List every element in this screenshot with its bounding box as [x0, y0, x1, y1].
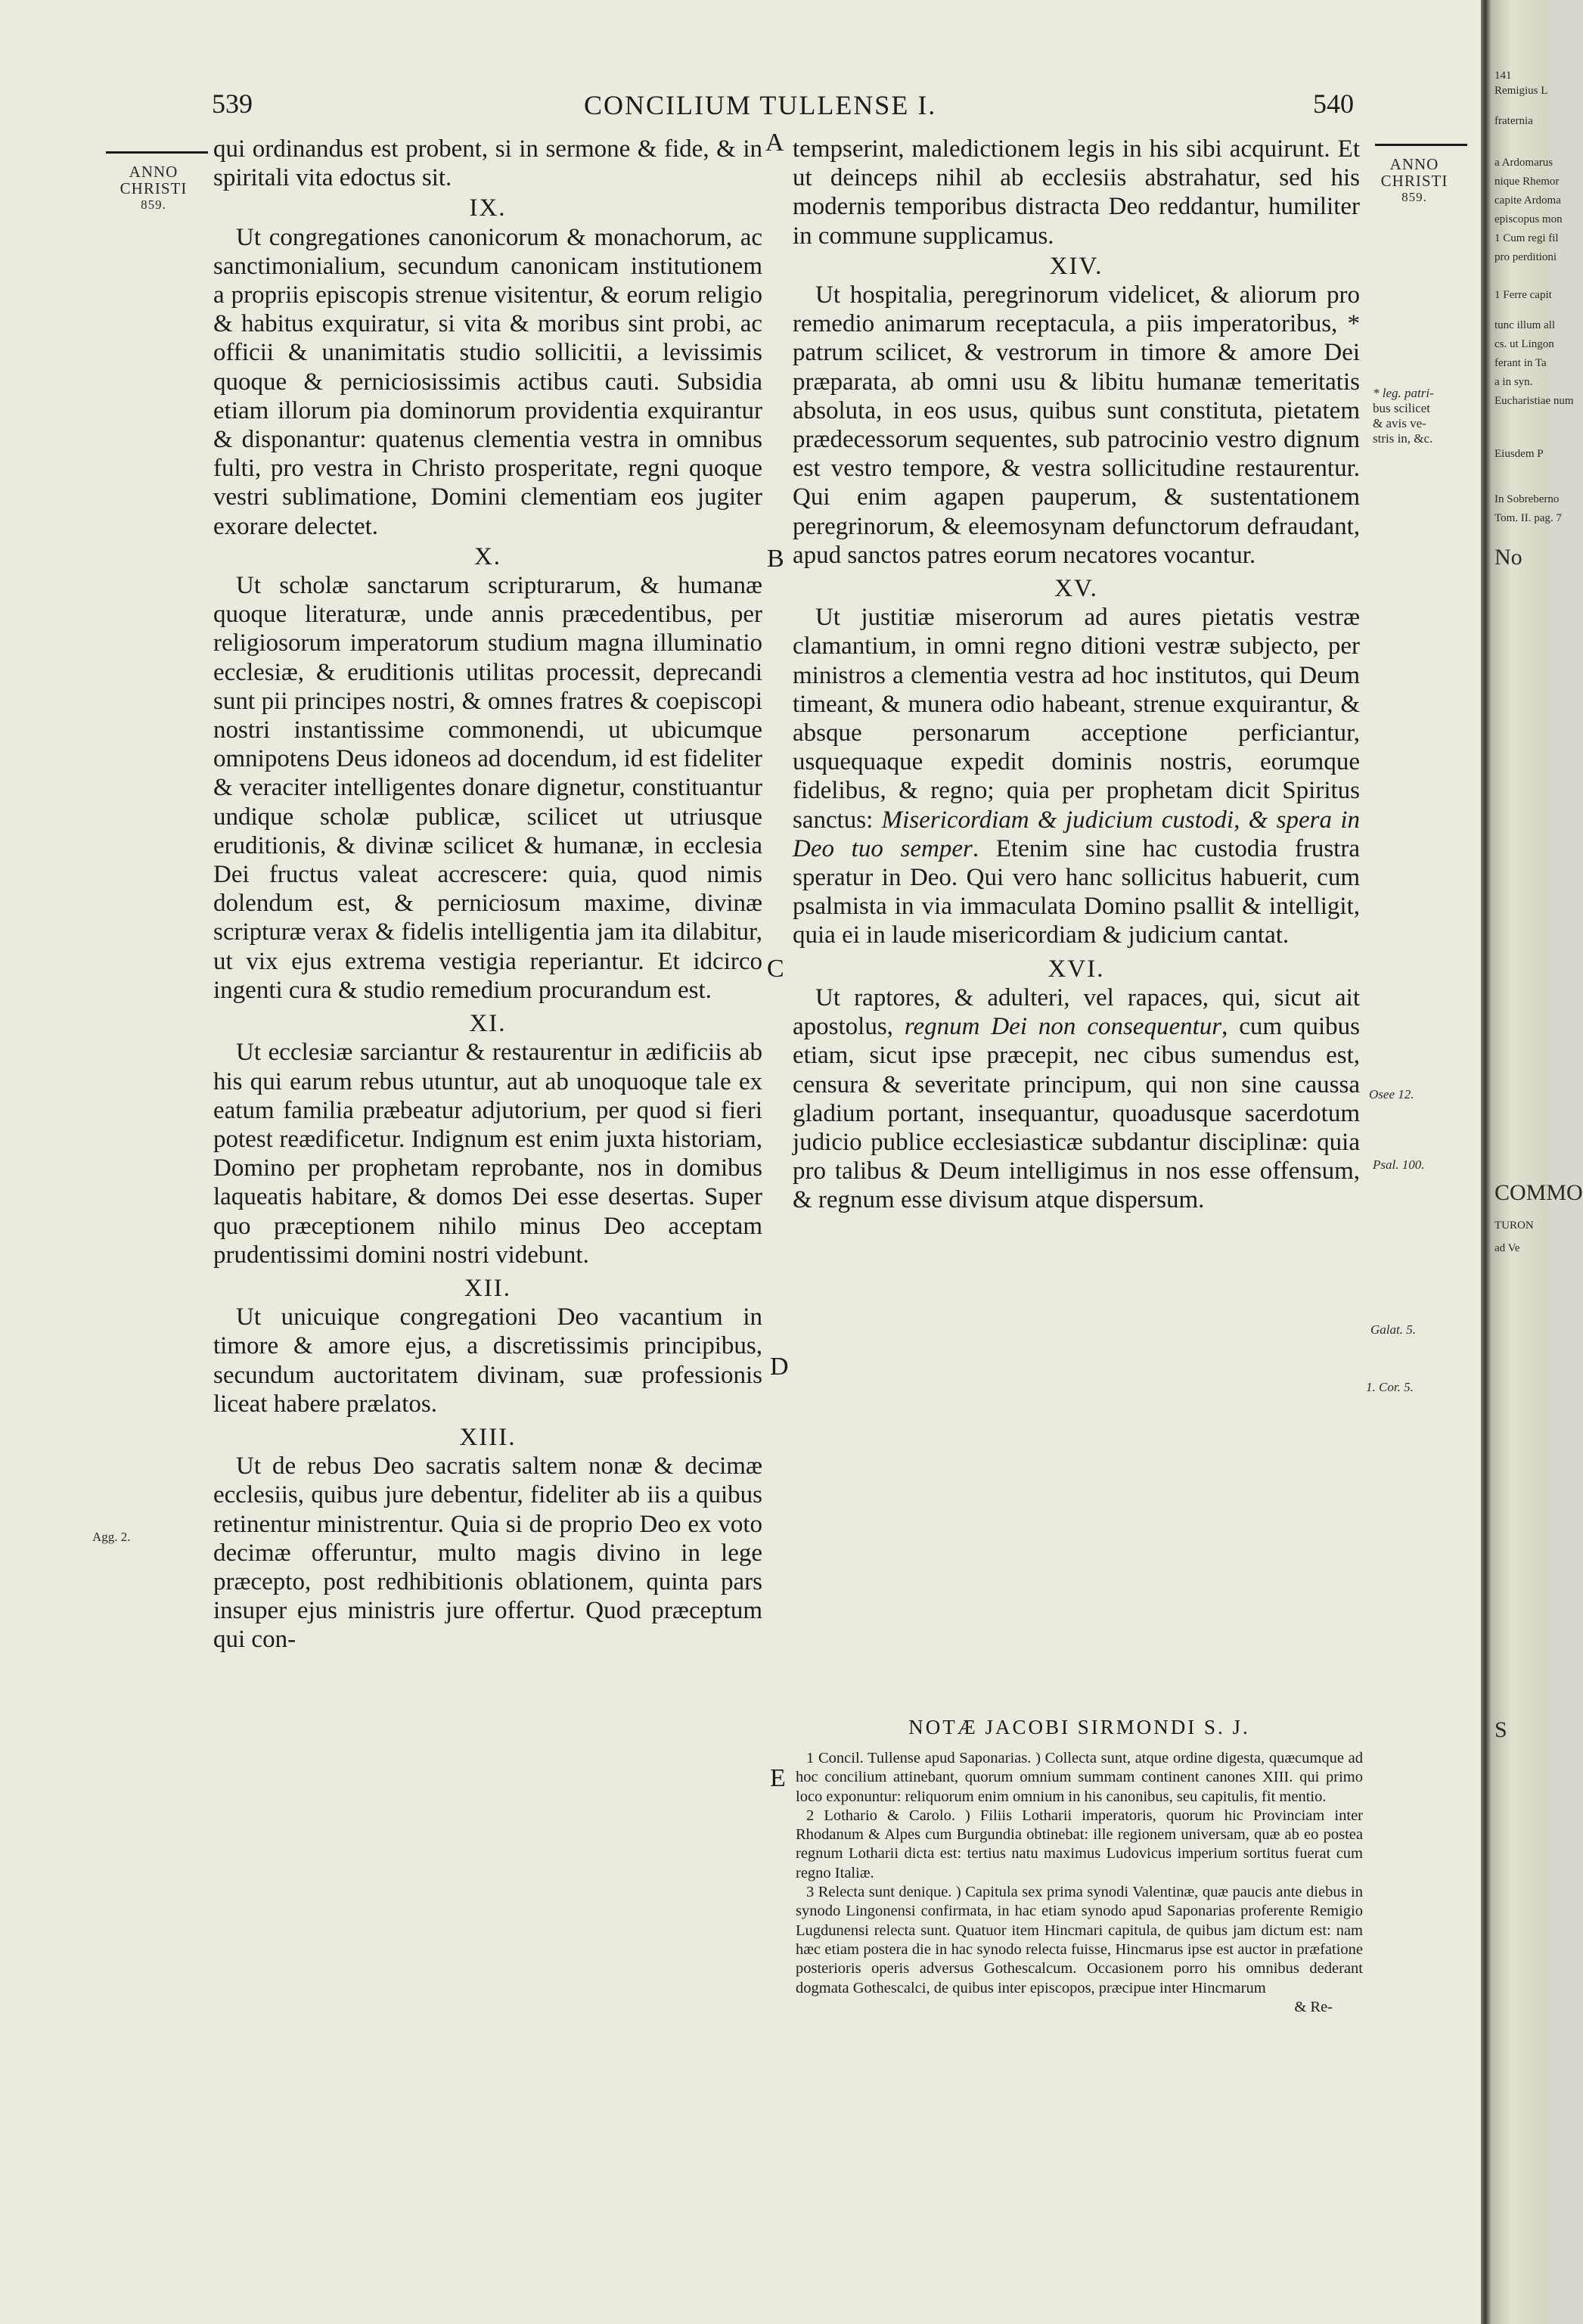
section-letter-a: A — [765, 129, 784, 157]
spine-fragment: fraternia — [1495, 115, 1533, 127]
left-christi-label: CHRISTI — [120, 179, 188, 197]
spine-fragment: COMMO — [1495, 1180, 1583, 1205]
right-note-leg-2: bus scilicet — [1373, 401, 1431, 415]
spine-fragment: Tom. II. pag. 7 — [1495, 512, 1562, 524]
canon-15-text-b: . Etenim sine hac custodia frustra speratur in Deo. Qui vero hanc sollicitus habuerit, cum psalmista in via immaculata Domino psallit & intelligit, quia ei in laude misericordiam & judicium cantat. — [793, 834, 1360, 949]
spine-fragment: No — [1495, 545, 1522, 570]
spine-fragment: a in syn. — [1495, 376, 1533, 388]
right-note-galat: Galat. 5. — [1370, 1322, 1416, 1337]
spine-fragment: Eiusdem P — [1495, 448, 1544, 460]
paragraph-canon-12: Ut unicuique congregationi Deo vacantium in timore & amore ejus, a discretissimis principibus, secundum auctoritatem divinam, suæ professionis liceat habere prælatos. — [213, 1303, 762, 1418]
heading-canon-15: XV. — [1054, 575, 1098, 603]
right-year: 859. — [1401, 190, 1427, 204]
left-year: 859. — [141, 197, 166, 212]
right-note-leg — [1373, 386, 1463, 446]
right-margin-rule — [1375, 144, 1467, 146]
section-letter-b: B — [767, 545, 784, 573]
canon-16-quote: regnum Dei non consequentur — [904, 1013, 1222, 1041]
right-note-osee: Osee 12. — [1369, 1087, 1414, 1101]
note-1: 1 Concil. Tullense apud Saponarias. ) Collecta sunt, atque ordine digesta, quæcumque ad hoc concilium attinebant, quorum omnium summam continent canones XIII. qui primo loco exponuntur: reliquorum enim omnium in his canonibus, seu capitulis, fit mentio. — [796, 1750, 1363, 1805]
heading-canon-9: IX. — [469, 194, 507, 222]
running-title: CONCILIUM TULLENSE I. — [584, 90, 937, 120]
heading-canon-16: XVI. — [1048, 955, 1105, 983]
canon-15-text-a: Ut justitiæ miserorum ad aures pietatis vestræ clamantium, in omni regno ditioni vestræ subjecto, per ministros a clementia vestra ad hoc institutos, qui Deum timeant, & munera odio habeant, strenue exquirantur, & absque personarum acceptione perficiantur, usquequaque expedit dominis nostris, eorumque fidelibus, & regno; quia per prophetam dicit Spiritus sanctus: — [793, 604, 1360, 834]
section-letter-c: C — [767, 955, 784, 983]
right-continuation-paragraph: tempserint, maledictionem legis in his sibi acquirunt. Et ut deinceps nihil ab ecclesiis abstrahatur, sed his modernis temporibus distracta Deo reddantur, humiliter in commune supplicamus. — [793, 135, 1360, 250]
spine-fragment: a Ardomarus — [1495, 157, 1554, 169]
left-note-agg: Agg. 2. — [92, 1530, 131, 1544]
spine-fragment: Remigius L — [1495, 85, 1548, 97]
spine-fragment: In Sobreberno — [1495, 493, 1560, 505]
right-note-cor: 1. Cor. 5. — [1366, 1380, 1414, 1394]
heading-canon-14: XIV. — [1049, 252, 1103, 280]
paragraph-canon-15 — [793, 603, 1360, 949]
spine-fragment: S — [1495, 1717, 1507, 1742]
right-anno-christi — [1373, 156, 1456, 206]
catchword: & Re- — [1294, 1998, 1333, 2015]
right-note-leg-1: * leg. patri- — [1373, 386, 1434, 400]
heading-canon-13: XIII. — [459, 1423, 517, 1451]
left-anno-christi — [112, 163, 195, 213]
paragraph-canon-11: Ut ecclesiæ sarciantur & restaurentur in ædificiis ab his qui earum rebus utuntur, aut ab unoquoque tale ex eatum familia præbeatur adjutorium, per quod si fieri potest reædificetur. Indignum est enim juxta historiam, Domino per prophetam reprobante, nos in domibus laqueatis habitare, & domos Dei esse desertas. Super quo præceptionem nihilo minus Deo acceptam prudentissimi domini nostri videbunt. — [213, 1039, 762, 1269]
right-christi-label: CHRISTI — [1380, 172, 1448, 190]
canon-16-text-b: , cum quibus etiam, sicut ipse præcepit, nec cibus sumendus est, censura & severitate principum, qui non sine caussa gladium portant, insequantur, quoadusque sacerdotum judicio publice ecclesiasticæ subdantur disciplinæ: quia pro talibus & Deum intelligimus in nos esse offensum, & regnum esse divisum atque dispersum. — [793, 1013, 1361, 1214]
spine-fragment: nique Rhemor — [1495, 176, 1560, 188]
heading-canon-11: XI. — [469, 1010, 507, 1038]
paragraph-canon-16 — [793, 983, 1360, 1215]
spine-fragment: 1 Cum regi fil — [1495, 232, 1559, 244]
paragraph-canon-13: Ut de rebus Deo sacratis saltem nonæ & decimæ ecclesiis, quibus jure debentur, fideliter ab iis a quibus retinentur ministrentur. Quia si de proprio Deo ex voto decimæ offeruntur, multo magis divino in lege præcepto, post redhibitionis oblationem, quinta pars insuper ejus ministris jure offertur. Quod præceptum qui con- — [213, 1452, 762, 1654]
left-margin-rule — [106, 151, 208, 154]
spine-fragment: cs. ut Lingon — [1495, 338, 1554, 350]
sirmond-notes — [796, 1749, 1363, 2017]
adjacent-page-edge — [1481, 0, 1583, 2324]
right-text-column — [793, 135, 1360, 1215]
spine-fragment: 1 Ferre capit — [1495, 289, 1552, 301]
paragraph-canon-10: Ut scholæ sanctarum scripturarum, & humanæ quoque literaturæ, unde annis præcedentibus, per religiosorum imperatorum studium magna illuminatio ecclesiæ, & eruditionis utilitas processit, deprecandi sunt pii principes nostri, & omnes fratres & coepiscopi nostri instantissime commonendi, ut ubicumque omnipotens Deus idoneos ad docendum, id est fideliter & veraciter intelligentes donare dignetur, constituantur undique scholæ publicæ, scilicet ut utriusque eruditionis, & divinæ scilicet & humanæ, in ecclesia Dei fructus valeat accrescere: quia, quod nimis dolendum est, & perniciosum maxime, divinæ scripturæ verax & fidelis intelligentia jam ita dilabitur, ut vix ejus extrema vestigia reperiantur. Et idcirco ingenti cura & studio remedium procurandum est. — [213, 572, 762, 1004]
note-3: 3 Relecta sunt denique. ) Capitula sex prima synodi Valentinæ, quæ paucis ante diebus in synodo Lingonensi confirmata, in hac etiam synodo apud Saponarias proferente Remigio Lugdunensi relecta sunt. Quatuor item Hincmari capitula, de quibus jam dictum est: nam hæc etiam postera die in hac synodo relecta fuisse, Hincmarus ipse est auctor in præfatione posterioris operis adversus Gothescalcum. Occasionem porro his omnibus dederant dogmata Gothescalci, de quibus inter episcopos, præcipue inter Hincmarum — [796, 1884, 1363, 1996]
right-page-number: 540 — [1313, 89, 1354, 119]
canon-15-quote: Misericordiam & judicium custodi, & spera in Deo tuo semper — [793, 806, 1361, 862]
spine-fragment: 141 — [1495, 70, 1512, 82]
heading-canon-12: XII. — [464, 1274, 512, 1302]
right-note-leg-4: stris in, &c. — [1373, 431, 1433, 446]
left-text-column — [213, 135, 762, 1654]
spine-fragment: TURON — [1495, 1219, 1534, 1232]
spine-fragment: pro perditioni — [1495, 251, 1557, 263]
note-2: 2 Lothario & Carolo. ) Filiis Lotharii imperatoris, quorum hic Provinciam inter Rhodanum & Alpes cum Burgundia obtinebat: ille regionem universam, quæ ab eo postea regnum Lotharii dicta est: tertius natu maximus Ludovicus imperium sortitus fuerat cum regno Italiæ. — [796, 1807, 1363, 1881]
paragraph-canon-14: Ut hospitalia, peregrinorum videlicet, & aliorum pro remedio animarum receptacula, a piis imperatoribus, * patrum scilicet, & vestrorum in timore & amore Dei præparata, ab omni usu & libitu humanæ temeritatis absoluta, in eos usus, quibus sunt constituta, pietatem prædecessorum sequentes, sub patrocinio vestro dignum est vestro tempore, & vestra sollicitudine restaurentur. Qui enim agapen pauperum, & sustentationem peregrinorum, & eleemosynam defunctorum defraudant, apud sanctos patres eorum necatores vocantur. — [793, 281, 1360, 569]
right-note-leg-3: & avis ve- — [1373, 416, 1426, 430]
spine-fragment: ad Ve — [1495, 1242, 1520, 1254]
spine-fragment: capite Ardoma — [1495, 194, 1561, 207]
right-note-psal: Psal. 100. — [1373, 1157, 1425, 1172]
left-anno-label: ANNO — [129, 163, 178, 181]
spine-fragment: ferant in Ta — [1495, 357, 1547, 369]
spine-fragment: episcopus mon — [1495, 213, 1563, 225]
section-letter-e: E — [770, 1764, 786, 1792]
paragraph-canon-9: Ut congregationes canonicorum & monachorum, ac sanctimonialium, secundum canonicam institutionem a propriis episcopis strenue visitentur, & eorum religio & habitus exquiratur, si vita & moribus sint probi, ac officii & unanimitatis studio sollicitii, a levissimis quoque & perniciosissimis actibus cauti. Subsidia etiam illorum pia dominorum providentia exquirantur & disponantur: quatenus clementia vestra in omnibus fulti, pro vestra in Christo prosperitate, regni quoque vestri sublimatione, Domini clementiam eos jugiter exorare delectet. — [213, 223, 762, 540]
section-letter-d: D — [770, 1353, 789, 1381]
left-page-number: 539 — [212, 89, 253, 119]
spine-fragment: tunc illum all — [1495, 319, 1555, 331]
heading-canon-10: X. — [473, 542, 502, 570]
spine-fragment: Eucharistiae num — [1495, 395, 1574, 407]
notes-title: NOTÆ JACOBI SIRMONDI S. J. — [908, 1716, 1250, 1738]
right-anno-label: ANNO — [1389, 155, 1439, 173]
canon-16-text-a: Ut raptores, & adulteri, vel rapaces, qui, sicut ait apostolus, — [793, 983, 1360, 1041]
left-continuation-paragraph: qui ordinandus est probent, si in sermone & fide, & in spiritali vita edoctus sit. — [213, 135, 762, 192]
